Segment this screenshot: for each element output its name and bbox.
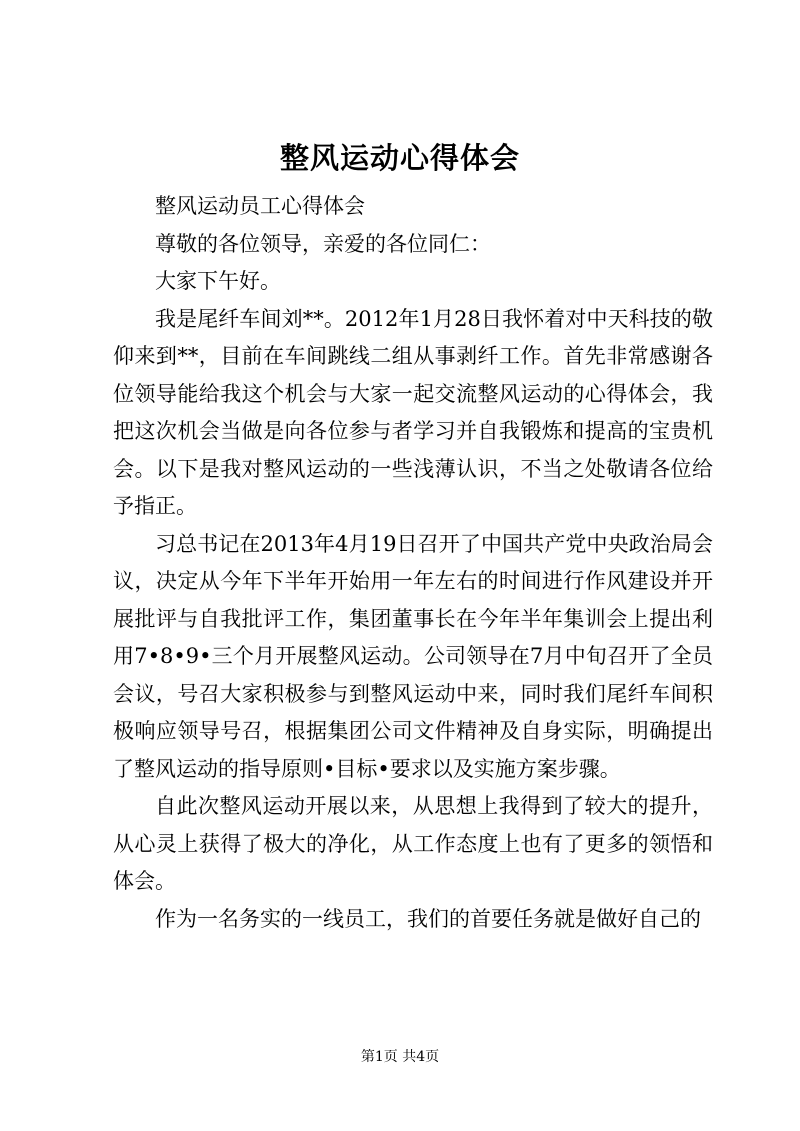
document-title: 整风运动心得体会 xyxy=(279,141,520,175)
paragraph: 作为一名务实的一线员工，我们的首要任务就是做好自己的 xyxy=(155,906,701,931)
paragraph: 大家下午好。 xyxy=(155,269,281,293)
paragraph: 习总书记在2013年4月19日召开了中国共产党中央政治局会议，决定从今年下半年开始用一年左右的时间进行作风建设并开展批评与自我批评工作，集团董事长在今年半年集训会上提出利用7•8•9•三个月开展整风运动。公司领导在7月中旬召开了全员会议，号召大家积极参与到整风运动中来，同时我们尾纤车间积极响应领导号召，根据集团公司文件精神及自身实际，明确提出了整风运动的指导原则•目标•要求以及实施方案步骤。 xyxy=(113,531,713,781)
paragraph: 自此次整风运动开展以来，从思想上我得到了较大的提升，从心灵上获得了极大的净化，从工作态度上也有了更多的领悟和体会。 xyxy=(113,794,713,893)
page-footer: 第1页 共4页 xyxy=(360,1049,440,1065)
paragraph: 我是尾纤车间刘**。2012年1月28日我怀着对中天科技的敬仰来到**，目前在车间跳线二组从事剥纤工作。首先非常感谢各位领导能给我这个机会与大家一起交流整风运动的心得体会，我把这次机会当做是向各位参与者学习并自我锻炼和提高的宝贵机会。以下是我对整风运动的一些浅薄认识，不当之处敬请各位给予指正。 xyxy=(113,306,713,518)
document-body xyxy=(113,188,713,938)
paragraph: 尊敬的各位领导，亲爱的各位同仁： xyxy=(155,231,491,256)
paragraph: 整风运动员工心得体会 xyxy=(155,194,365,218)
